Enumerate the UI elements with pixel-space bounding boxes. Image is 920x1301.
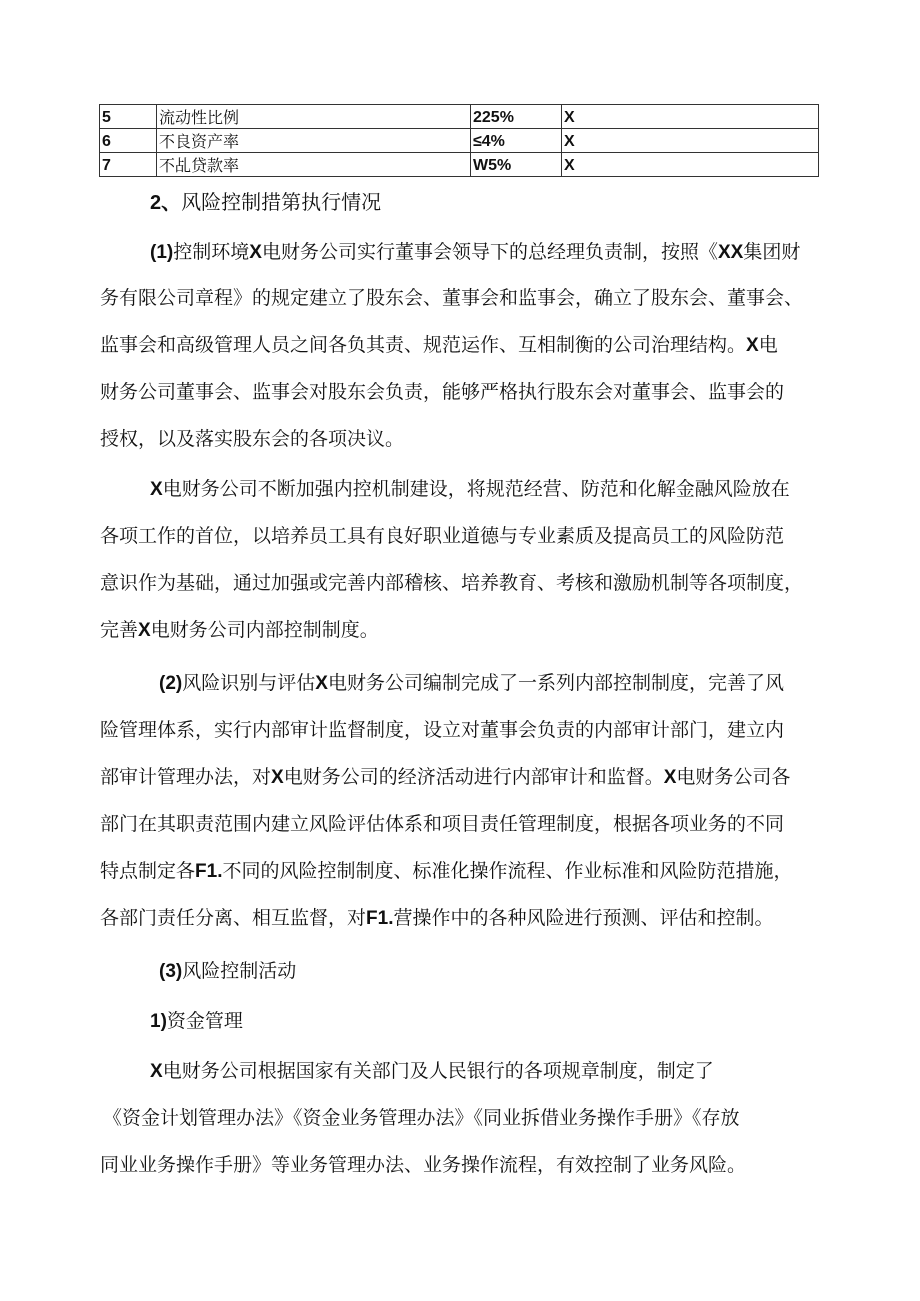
para3-line2: 险管理体系，实行内部审计监督制度，设立对董事会负责的内部审计部门，建立内 bbox=[100, 719, 785, 741]
text-run: 各部门责任分离、相互监督，对 bbox=[100, 907, 367, 929]
text-run: 资金管理 bbox=[166, 1010, 243, 1032]
item-number: (2) bbox=[159, 673, 183, 694]
text-run: 特点制定各 bbox=[100, 860, 196, 882]
para3-line4: 部门在其职责范围内建立风险评估体系和项目责任管理制度，根据各项业务的不同 bbox=[100, 813, 785, 835]
table-row bbox=[100, 153, 819, 177]
item-number: (1) bbox=[150, 242, 174, 263]
ratio-table-body bbox=[100, 105, 819, 177]
para2-line4 bbox=[100, 618, 379, 643]
text-run: 电财务公司各 bbox=[676, 766, 791, 788]
text-run: 风险识别与评估 bbox=[182, 672, 316, 694]
para1-line1 bbox=[150, 240, 800, 265]
para2-line1 bbox=[150, 477, 790, 502]
para1-line3 bbox=[100, 333, 778, 358]
text-run: X bbox=[138, 620, 151, 641]
text-run: X bbox=[150, 479, 163, 500]
ratio-table bbox=[99, 104, 819, 177]
text-run: X bbox=[746, 335, 759, 356]
text-run: 风险控制活动 bbox=[182, 960, 297, 982]
text-run: X bbox=[271, 767, 284, 788]
para3-line6 bbox=[100, 906, 773, 931]
text-run: X bbox=[315, 673, 328, 694]
section-heading bbox=[150, 190, 381, 215]
text-run: X bbox=[663, 767, 677, 788]
item-number: 1) bbox=[150, 1011, 167, 1032]
subsection-heading-1 bbox=[150, 1009, 243, 1034]
requirement-cell: 225% bbox=[471, 105, 562, 129]
para1-line4: 财务公司董事会、监事会对股东会负责，能够严格执行股东会对董事会、监事会的 bbox=[100, 381, 785, 403]
para2-line3: 意识作为基础，通过加强或完善内部稽核、培养教育、考核和激励机制等各项制度， bbox=[100, 572, 804, 594]
para3-line5 bbox=[100, 859, 792, 884]
para4-line3: 同业业务操作手册》等业务管理办法、业务操作流程，有效控制了业务风险。 bbox=[100, 1154, 747, 1176]
subsection-heading-3 bbox=[159, 959, 296, 984]
text-run: 电财务公司不断加强内控机制建设，将规范经营、防范和化解金融风险放在 bbox=[162, 478, 790, 500]
item-number: (3) bbox=[159, 961, 183, 982]
text-run: 集团财 bbox=[743, 241, 801, 263]
requirement-cell: ≤4% bbox=[471, 129, 562, 153]
text-run: XX bbox=[717, 242, 744, 263]
para1-line2: 务有限公司章程》的规定建立了股东会、董事会和监事会，确立了股东会、董事会、 bbox=[100, 287, 804, 309]
row-number-cell: 5 bbox=[100, 105, 157, 129]
text-run: 完善 bbox=[100, 619, 139, 641]
para1-line5: 授权，以及落实股东会的各项决议。 bbox=[100, 428, 405, 450]
row-number-cell: 6 bbox=[100, 129, 157, 153]
text-run: F1. bbox=[195, 861, 223, 882]
indicator-name-cell: 不良资产率 bbox=[157, 129, 471, 153]
text-run: 部审计管理办法，对 bbox=[100, 766, 272, 788]
actual-value-cell: X bbox=[562, 129, 819, 153]
text-run: F1. bbox=[366, 908, 394, 929]
text-run: X bbox=[249, 242, 262, 263]
text-run: 电财务公司根据国家有关部门及人民银行的各项规章制度，制定了 bbox=[162, 1060, 714, 1082]
indicator-name-cell: 流动性比例 bbox=[157, 105, 471, 129]
para3-line1 bbox=[159, 671, 784, 696]
row-number-cell: 7 bbox=[100, 153, 157, 177]
text-run: 不同的风险控制制度、标准化操作流程、作业标准和风险防范措施， bbox=[222, 860, 793, 882]
actual-value-cell: X bbox=[562, 105, 819, 129]
text-run: 电 bbox=[758, 334, 778, 356]
section-heading-text: 风险控制措第执行情况 bbox=[181, 190, 382, 214]
text-run: 电财务公司的经济活动进行内部审计和监督。 bbox=[283, 766, 664, 788]
para4-line1 bbox=[150, 1059, 714, 1084]
table-row bbox=[100, 129, 819, 153]
text-run: 电财务公司编制完成了一系列内部控制制度，完善了风 bbox=[327, 672, 784, 694]
para2-line2: 各项工作的首位，以培养员工具有良好职业道德与专业素质及提高员工的风险防范 bbox=[100, 525, 785, 547]
text-run: X bbox=[150, 1061, 163, 1082]
text-run: 营操作中的各种风险进行预测、评估和控制。 bbox=[393, 907, 774, 929]
text-run: 电财务公司内部控制制度。 bbox=[150, 619, 379, 641]
text-run: 电财务公司实行董事会领导下的总经理负责制，按照《 bbox=[261, 241, 718, 263]
indicator-name-cell: 不乩贷款率 bbox=[157, 153, 471, 177]
text-run: 控制环境 bbox=[173, 241, 250, 263]
text-run: 监事会和高级管理人员之间各负其责、规范运作、互相制衡的公司治理结构。 bbox=[100, 334, 747, 356]
table-row bbox=[100, 105, 819, 129]
actual-value-cell: X bbox=[562, 153, 819, 177]
requirement-cell: W5% bbox=[471, 153, 562, 177]
para4-line2: 《资金计划管理办法》《资金业务管理办法》《同业拆借业务操作手册》《存放 bbox=[103, 1107, 740, 1129]
section-heading-number: 2、 bbox=[150, 192, 182, 214]
para3-line3 bbox=[100, 765, 790, 790]
